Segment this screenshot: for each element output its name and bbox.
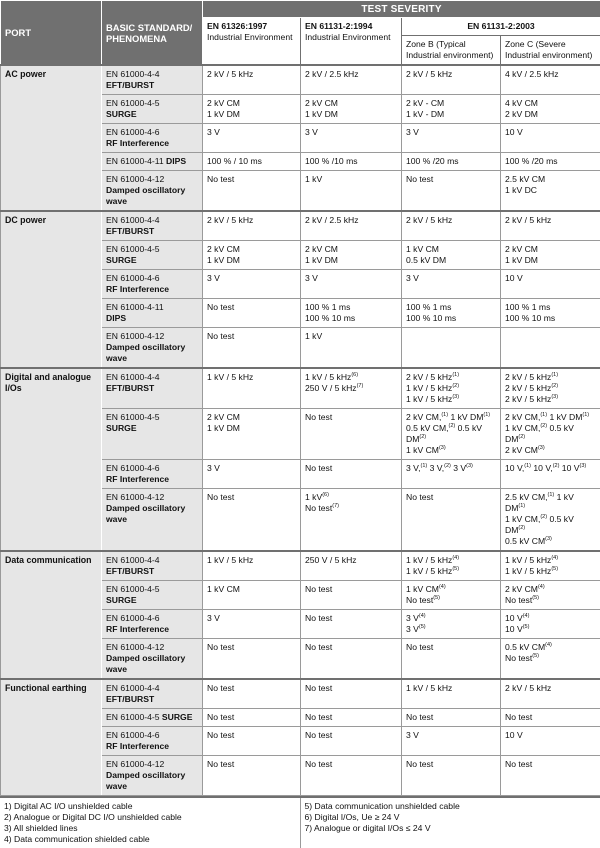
phenomenon-label: Damped oscillatory wave [106,185,185,206]
standard-cell [102,460,203,489]
col-header-zone-b: Zone B (Typical Industrial environment) [402,36,501,66]
col-header-standard: EN 61326:1997 [207,21,267,31]
phenomenon-label: Damped oscillatory wave [106,770,185,791]
phenomenon-label: RF Interference [106,624,169,634]
footnote-marker: (7) [357,383,364,389]
footnote-marker: (1) [551,372,558,378]
severity-value-cell: 4 kV / 2.5 kHz [501,65,600,95]
table-row [1,65,600,95]
severity-value-cell: 3 V [203,610,301,639]
severity-value-cell: 100 % 1 ms 100 % 10 ms [301,299,402,328]
footnote-marker: (1) [452,372,459,378]
standard-number: EN 61000-4-4 [106,555,160,565]
severity-value-cell: 2 kV / 5 kHz [501,679,600,709]
severity-value-cell: 3 V [402,270,501,299]
severity-value-cell: 3 V [301,270,402,299]
severity-value-cell: 100 % 1 ms 100 % 10 ms [402,299,501,328]
phenomenon-label: DIPS [166,156,186,166]
severity-value-cell: 100 % / 10 ms [203,153,301,171]
severity-value-cell: 1 kV CM$^{(4)}$ No test$^{(5)}$ [402,581,501,610]
severity-value-cell: 2.5 kV CM,$^{(1)}$ 1 kV DM$^{(1)}$ 1 kV CM,$^{(2)}$ 0.5 kV DM$^{(2)}$ 0.5 kV CM$^{(3)}$ [501,489,600,552]
standard-number: EN 61000-4-5 [106,98,160,108]
phenomenon-label: SURGE [106,423,137,433]
severity-value-cell: 2 kV / 2.5 kHz [301,65,402,95]
standard-cell [102,489,203,552]
severity-value-cell: 10 $V^{(4)}$ 10 $V^{(5)}$ [501,610,600,639]
footnote-marker: (3) [452,394,459,400]
standard-number: EN 61000-4-12 [106,759,164,769]
footnote-marker: (1) [540,412,547,418]
severity-value-cell: 1 kV CM [203,581,301,610]
severity-value-cell: 2 kV / 2.5 kHz [301,211,402,241]
severity-value-cell: 2 kV / 5 kHz [203,65,301,95]
severity-value-cell: 2 kV / 5 kHz [501,211,600,241]
standard-cell [102,727,203,756]
severity-value-cell: 0.5 kV CM$^{(4)}$ No test$^{(5)}$ [501,639,600,680]
footnote-marker: (3) [545,536,552,542]
standard-cell [102,171,203,212]
footnote-marker: (3) [538,445,545,451]
severity-value-cell: No test [301,679,402,709]
standard-cell [102,328,203,369]
standard-number: EN 61000-4-4 [106,372,160,382]
standard-cell [102,709,203,727]
footnote-marker: (2) [551,383,558,389]
col-header-environment: Industrial Environment [207,32,293,42]
severity-value-cell: 1 $kV^{(6)}$ No test$^{(7)}$ [301,489,402,552]
footnote-marker: (5) [551,566,558,572]
severity-value-cell: 2 kV CM 1 kV DM [501,241,600,270]
severity-value-cell: No test [301,409,402,460]
severity-value-cell: No test [301,610,402,639]
severity-value-cell: 2 kV CM 1 kV DM [301,241,402,270]
footnote-marker: (1) [441,412,448,418]
severity-value-cell: No test [301,727,402,756]
severity-value-cell: 100 % 1 ms 100 % 10 ms [501,299,600,328]
col-header-en61326 [203,18,301,66]
footnote-marker: (1) [582,412,589,418]
phenomenon-label: Damped oscillatory wave [106,503,185,524]
standard-cell [102,211,203,241]
severity-value-cell: No test [203,679,301,709]
severity-value-cell: No test [402,709,501,727]
standard-cell [102,581,203,610]
footnote-marker: (6) [322,492,329,498]
severity-value-cell: No test [301,460,402,489]
footnote-marker: (1) [548,492,555,498]
table-row [1,368,600,409]
severity-value-cell: No test [402,756,501,796]
severity-value-cell: No test [203,639,301,680]
severity-value-cell [402,328,501,369]
severity-value-cell: 3 V [203,124,301,153]
standard-cell [102,270,203,299]
severity-value-cell: 1 kV [301,171,402,212]
severity-value-cell: 2.5 kV CM 1 kV DC [501,171,600,212]
phenomenon-label: EFT/BURST [106,694,154,704]
col-header-en61131-2003: EN 61131-2:2003 [402,18,600,36]
severity-value-cell: 1 kV / 5 kHz$^{(6)}$ 250 V / 5 kHz$^{(7)}$ [301,368,402,409]
severity-value-cell: 2 kV - CM 1 kV - DM [402,95,501,124]
footnotes-right [300,798,600,848]
footnote-marker: (4) [551,555,558,561]
severity-value-cell: 1 kV / 5 kHz$^{(4)}$ 1 kV / 5 kHz$^{(5)}$ [501,551,600,581]
footnote-marker: (4) [419,613,426,619]
severity-value-cell: No test [203,328,301,369]
footnote-marker: (5) [452,566,459,572]
severity-value-cell: 250 V / 5 kHz [301,551,402,581]
footnote-marker: (5) [419,624,426,630]
standard-cell [102,299,203,328]
footnote-item: 2) Analogue or Digital DC I/O unshielded cable [4,812,296,823]
footnote-marker: (5) [433,595,440,601]
table-row [1,551,600,581]
basic-standard-header: BASIC STANDARD/ PHENOMENA [102,1,203,66]
severity-value-cell: No test [501,709,600,727]
standard-cell [102,409,203,460]
footnote-marker: (3) [551,394,558,400]
footnote-marker: (1) [524,463,531,469]
phenomenon-label: Damped oscillatory wave [106,342,185,363]
standard-number: EN 61000-4-6 [106,463,160,473]
port-cell: AC power [1,65,102,211]
severity-value-cell: 10 V,$^{(1)}$ 10 V,$^{(2)}$ 10 $V^{(3)}$ [501,460,600,489]
standard-cell [102,241,203,270]
phenomenon-label: EFT/BURST [106,226,154,236]
standard-number: EN 61000-4-12 [106,492,164,502]
col-header-standard: EN 61131-2:1994 [305,21,372,31]
severity-value-cell: 2 kV CM,$^{(1)}$ 1 kV DM$^{(1)}$ 0.5 kV CM,$^{(2)}$ 0.5 kV DM$^{(2)}$ 1 kV CM$^{(3)}$ [402,409,501,460]
severity-value-cell: No test [203,727,301,756]
severity-value-cell: 100 % /10 ms [301,153,402,171]
severity-value-cell: No test [501,756,600,796]
severity-value-cell: 10 V [501,727,600,756]
severity-value-cell: 2 kV / 5 kHz$^{(1)}$ 2 kV / 5 kHz$^{(2)}$ 2 kV / 5 kHz$^{(3)}$ [501,368,600,409]
severity-value-cell: 100 % /20 ms [402,153,501,171]
severity-value-cell [501,328,600,369]
table-row [1,679,600,709]
footnote-item: 1) Digital AC I/O unshielded cable [4,801,296,812]
severity-value-cell: No test [301,581,402,610]
severity-value-cell: 100 % /20 ms [501,153,600,171]
footnote-marker: (2) [452,383,459,389]
severity-value-cell: No test [203,171,301,212]
standard-number: EN 61000-4-6 [106,127,160,137]
footnote-marker: (4) [538,584,545,590]
standard-number: EN 61000-4-12 [106,174,164,184]
standard-number: EN 61000-4-5 [106,412,160,422]
phenomenon-label: SURGE [106,255,137,265]
severity-value-cell: 2 kV CM 1 kV DM [301,95,402,124]
port-cell: Data communication [1,551,102,679]
phenomenon-label: SURGE [106,595,137,605]
standard-cell [102,95,203,124]
standard-number: EN 61000-4-4 [106,683,160,693]
phenomenon-label: DIPS [106,313,126,323]
footnote-marker: (1) [518,503,525,509]
severity-value-cell: 2 kV / 5 kHz$^{(1)}$ 1 kV / 5 kHz$^{(2)}$ 1 kV / 5 kHz$^{(3)}$ [402,368,501,409]
standard-cell [102,639,203,680]
severity-value-cell: 3 V [203,460,301,489]
severity-value-cell: 2 kV / 5 kHz [203,211,301,241]
footnote-marker: (7) [332,503,339,509]
footnote-marker: (2) [540,423,547,429]
severity-value-cell: No test [203,299,301,328]
footnote-marker: (3) [580,463,587,469]
standard-number: EN 61000-4-6 [106,730,160,740]
standard-cell [102,756,203,796]
footnote-marker: (5) [523,624,530,630]
severity-value-cell: No test [402,489,501,552]
phenomenon-label: RF Interference [106,138,169,148]
standard-number: EN 61000-4-12 [106,331,164,341]
footnote-marker: (2) [419,434,426,440]
severity-value-cell: No test [203,489,301,552]
severity-value-cell: 10 V [501,124,600,153]
severity-value-cell: 3 V [402,727,501,756]
standard-number: EN 61000-4-4 [106,215,160,225]
severity-value-cell: 1 kV / 5 kHz [203,551,301,581]
severity-value-cell: 3 $V^{(4)}$ 3 $V^{(5)}$ [402,610,501,639]
severity-value-cell: 3 V [301,124,402,153]
phenomenon-label: SURGE [106,109,137,119]
footnote-marker: (5) [532,595,539,601]
severity-value-cell: 2 kV CM 1 kV DM [203,409,301,460]
test-severity-header: TEST SEVERITY [203,1,600,18]
standard-number: EN 61000-4-5 [106,584,160,594]
footnote-marker: (6) [351,372,358,378]
severity-value-cell: 2 kV CM 1 kV DM [203,241,301,270]
table-body [1,65,600,796]
standard-cell [102,368,203,409]
phenomenon-label: EFT/BURST [106,383,154,393]
standard-number: EN 61000-4-11 [106,302,164,312]
standard-number: EN 61000-4-6 [106,273,160,283]
severity-value-cell: 2 kV / 5 kHz [402,65,501,95]
footnote-marker: (1) [483,412,490,418]
severity-value-cell: 2 kV CM$^{(4)}$ No test$^{(5)}$ [501,581,600,610]
phenomenon-label: SURGE [162,712,193,722]
footnotes [0,796,600,848]
phenomenon-label: RF Interference [106,284,169,294]
severity-value-cell: No test [402,171,501,212]
phenomenon-label: RF Interference [106,741,169,751]
severity-value-cell: 2 kV CM 1 kV DM [203,95,301,124]
standard-cell [102,679,203,709]
severity-value-cell: No test [203,756,301,796]
footnote-item: 5) Data communication unshielded cable [305,801,597,812]
footnote-marker: (5) [532,653,539,659]
severity-value-cell: No test [203,709,301,727]
footnote-marker: (2) [518,434,525,440]
severity-value-cell: 1 kV / 5 kHz$^{(4)}$ 1 kV / 5 kHz$^{(5)}$ [402,551,501,581]
phenomenon-label: Damped oscillatory wave [106,653,185,674]
footnote-marker: (4) [523,613,530,619]
footnote-item: 7) Analogue or digital I/Os ≤ 24 V [305,823,597,834]
footnote-item: 3) All shielded lines [4,823,296,834]
severity-value-cell: 1 kV CM 0.5 kV DM [402,241,501,270]
port-cell: Digital and analogue I/Os [1,368,102,551]
col-header-zone-c: Zone C (Severe Industrial environment) [501,36,600,66]
severity-value-cell: 3 V [402,124,501,153]
standard-cell [102,610,203,639]
severity-value-cell: No test [301,709,402,727]
standard-cell [102,124,203,153]
footnotes-left [0,798,300,848]
col-header-en61131-1994 [301,18,402,66]
port-cell: DC power [1,211,102,368]
footnote-marker: (1) [421,463,428,469]
severity-value-cell: No test [301,639,402,680]
severity-value-cell: 4 kV CM 2 kV DM [501,95,600,124]
standard-cell [102,153,203,171]
table-header [1,1,600,66]
severity-value-cell: No test [301,756,402,796]
severity-value-cell: 3 V [203,270,301,299]
footnote-marker: (4) [439,584,446,590]
footnote-marker: (3) [466,463,473,469]
severity-value-cell: 2 kV / 5 kHz [402,211,501,241]
phenomenon-label: EFT/BURST [106,80,154,90]
severity-value-cell: No test [402,639,501,680]
standard-number: EN 61000-4-11 [106,156,164,166]
col-header-environment: Industrial Environment [305,32,391,42]
standard-cell [102,551,203,581]
severity-value-cell: 2 kV CM,$^{(1)}$ 1 kV DM$^{(1)}$ 1 kV CM,$^{(2)}$ 0.5 kV DM$^{(2)}$ 2 kV CM$^{(3)}$ [501,409,600,460]
standard-number: EN 61000-4-6 [106,613,160,623]
standard-number: EN 61000-4-4 [106,69,160,79]
phenomenon-label: RF Interference [106,474,169,484]
footnote-marker: (3) [439,445,446,451]
footnote-marker: (2) [518,525,525,531]
port-header: PORT [1,1,102,66]
port-cell: Functional earthing [1,679,102,796]
footnote-item: 4) Data communication shielded cable [4,834,296,845]
footnote-marker: (4) [545,642,552,648]
standard-number: EN 61000-4-5 [106,244,160,254]
footnote-marker: (2) [540,514,547,520]
phenomenon-label: EFT/BURST [106,566,154,576]
footnote-marker: (2) [449,423,456,429]
severity-value-cell: 1 kV [301,328,402,369]
standard-cell [102,65,203,95]
severity-value-cell: 1 kV / 5 kHz [203,368,301,409]
footnote-marker: (4) [452,555,459,561]
standard-number: EN 61000-4-12 [106,642,164,652]
footnote-marker: (2) [553,463,560,469]
table-row [1,211,600,241]
severity-value-cell: 10 V [501,270,600,299]
severity-value-cell: 1 kV / 5 kHz [402,679,501,709]
footnote-marker: (2) [444,463,451,469]
standard-number: EN 61000-4-5 [106,712,160,722]
severity-value-cell: 3 V,$^{(1)}$ 3 V,$^{(2)}$ 3 $V^{(3)}$ [402,460,501,489]
footnote-item: 6) Digital I/Os, Ue ≥ 24 V [305,812,597,823]
